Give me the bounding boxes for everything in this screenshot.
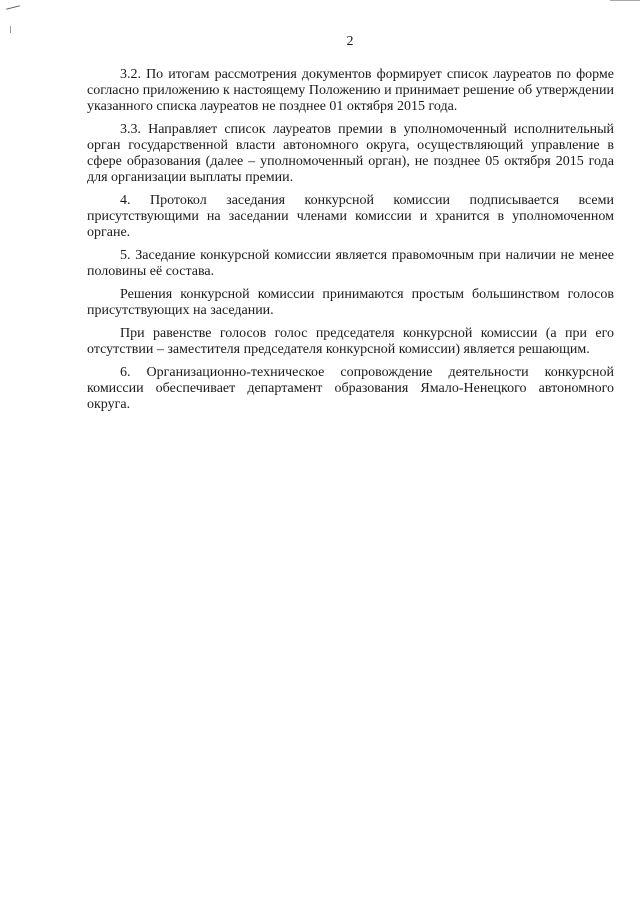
paragraph-4: 4. Протокол заседания конкурсной комиссии подписывается всеми присутствующими на заседании членами комиссии и хранится в уполномоченном органе. bbox=[87, 193, 614, 240]
scan-artifact-mark bbox=[6, 5, 20, 9]
scan-artifact-mark bbox=[10, 26, 11, 33]
page-number: 2 bbox=[346, 34, 354, 49]
paragraph-5-decisions: Решения конкурсной комиссии принимаются простым большинством голосов присутствующих на заседании. bbox=[87, 287, 614, 318]
scan-artifact-mark bbox=[610, 0, 640, 1]
paragraph-3-2: 3.2. По итогам рассмотрения документов формирует список лауреатов по форме согласно приложению к настоящему Положению и принимает решение об утверждении указанного списка лауреатов не позднее 01 октября 2015 года. bbox=[87, 67, 614, 114]
paragraph-5: 5. Заседание конкурсной комиссии является правомочным при наличии не менее половины её состава. bbox=[87, 248, 614, 279]
document-body bbox=[87, 67, 614, 420]
paragraph-5-tie-vote: При равенстве голосов голос председателя конкурсной комиссии (а при его отсутствии – заместителя председателя конкурсной комиссии) является решающим. bbox=[87, 326, 614, 357]
paragraph-3-3: 3.3. Направляет список лауреатов премии в уполномоченный исполнительный орган государственной власти автономного округа, осуществляющий управление в сфере образования (далее – уполномоченный орган), не позднее 05 октября 2015 года для организации выплаты премии. bbox=[87, 122, 614, 185]
paragraph-6: 6. Организационно-техническое сопровождение деятельности конкурсной комиссии обеспечивает департамент образования Ямало-Ненецкого автономного округа. bbox=[87, 365, 614, 412]
